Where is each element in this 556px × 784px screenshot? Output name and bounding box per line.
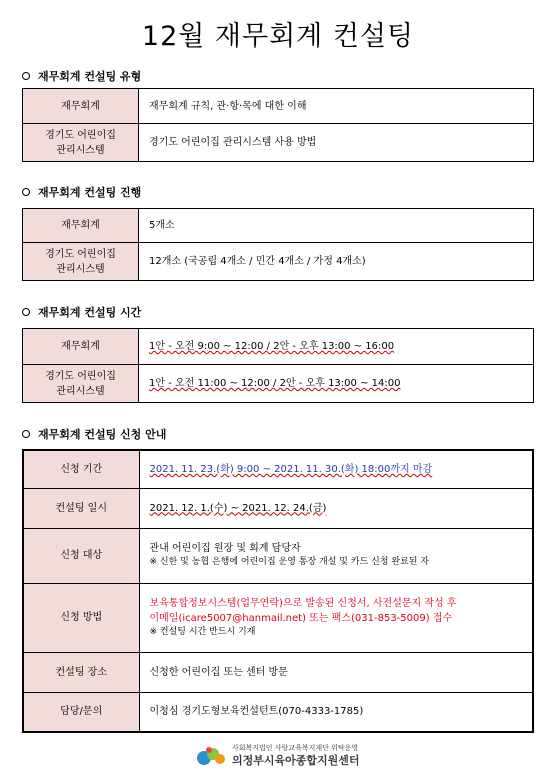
table-row bbox=[23, 450, 533, 488]
row-value: 관내 어린이집 원장 및 회계 담당자 ※ 신한 및 농협 은행에 어린이집 운영 통장 개설 및 카드 신청 완료된 자 bbox=[139, 528, 533, 583]
progress-table bbox=[22, 208, 534, 281]
row-note: ※ 컨설팅 시간 반드시 기재 bbox=[149, 626, 256, 637]
table-row bbox=[23, 583, 533, 652]
table-row bbox=[23, 124, 534, 162]
row-label: 신청 방법 bbox=[23, 583, 139, 652]
row-label: 경기도 어린이집 관리시스템 bbox=[23, 124, 139, 162]
row-value: 보육통합정보시스템(업무연락)으로 발송된 신청서, 사전설문지 작성 후 이메일(icare5007@hanmail.net) 또는 팩스(031-853-5009) 접수 ※ 컨설팅 시간 반드시 기재 bbox=[139, 583, 533, 652]
row-value: 5개소 bbox=[139, 209, 534, 243]
row-value: 2021. 11. 23.(화) 9:00 ~ 2021. 11. 30.(화) 18:00까지 마감 bbox=[139, 450, 533, 488]
row-value: 2021. 12. 1.(수) ~ 2021. 12. 24.(금) bbox=[139, 488, 533, 528]
table-row bbox=[23, 692, 533, 732]
row-label: 경기도 어린이집 관리시스템 bbox=[23, 243, 139, 281]
center-logo-icon bbox=[196, 744, 226, 768]
row-value: 재무회계 규칙, 관·항·목에 대한 이해 bbox=[139, 89, 534, 124]
table-row bbox=[23, 652, 533, 692]
footer-subtitle: 사회복지법인 사랑교육복지재단 위탁운영 bbox=[232, 744, 359, 752]
row-label: 재무회계 bbox=[23, 89, 139, 124]
table-row bbox=[23, 209, 534, 243]
circle-bullet-icon bbox=[22, 308, 30, 316]
type-table bbox=[22, 88, 534, 162]
page-title: 12월 재무회계 컨설팅 bbox=[141, 21, 415, 52]
section-heading-progress: 재무회계 컨설팅 진행 bbox=[22, 184, 141, 200]
row-label: 재무회계 bbox=[23, 329, 139, 365]
row-label: 신청 기간 bbox=[23, 450, 139, 488]
time-table bbox=[22, 328, 534, 403]
row-value: 경기도 어린이집 관리시스템 사용 방법 bbox=[139, 124, 534, 162]
table-row bbox=[23, 488, 533, 528]
section-heading-type: 재무회계 컨설팅 유형 bbox=[22, 68, 141, 84]
circle-bullet-icon bbox=[22, 72, 30, 80]
table-row bbox=[23, 243, 534, 281]
footer-logo-block bbox=[196, 744, 360, 768]
table-row bbox=[23, 528, 533, 583]
table-row bbox=[23, 365, 534, 403]
section-heading-time: 재무회계 컨설팅 시간 bbox=[22, 304, 141, 320]
row-label: 컨설팅 일시 bbox=[23, 488, 139, 528]
row-value: 1안 - 오전 11:00 ~ 12:00 / 2안 - 오후 13:00 ~ 14:00 bbox=[139, 365, 534, 403]
row-note: ※ 신한 및 농협 은행에 어린이집 운영 통장 개설 및 카드 신청 완료된 자 bbox=[149, 557, 429, 568]
table-row bbox=[23, 89, 534, 124]
row-value: 12개소 (국공립 4개소 / 민간 4개소 / 가정 4개소) bbox=[139, 243, 534, 281]
section-heading-application: 재무회계 컨설팅 신청 안내 bbox=[22, 426, 166, 442]
row-value: 이청심 경기도형보육컨설턴트(070-4333-1785) bbox=[139, 692, 533, 732]
row-label: 경기도 어린이집 관리시스템 bbox=[23, 365, 139, 403]
circle-bullet-icon bbox=[22, 430, 30, 438]
row-value: 1안 - 오전 9:00 ~ 12:00 / 2안 - 오후 13:00 ~ 16:00 bbox=[139, 329, 534, 365]
row-label: 담당/문의 bbox=[23, 692, 139, 732]
row-label: 재무회계 bbox=[23, 209, 139, 243]
row-value: 신청한 어린이집 또는 센터 방문 bbox=[139, 652, 533, 692]
row-label: 신청 대상 bbox=[23, 528, 139, 583]
application-table bbox=[22, 449, 534, 733]
row-label: 컨설팅 장소 bbox=[23, 652, 139, 692]
table-row bbox=[23, 329, 534, 365]
footer-org-name: 의정부시육아종합지원센터 bbox=[232, 754, 360, 768]
circle-bullet-icon bbox=[22, 188, 30, 196]
